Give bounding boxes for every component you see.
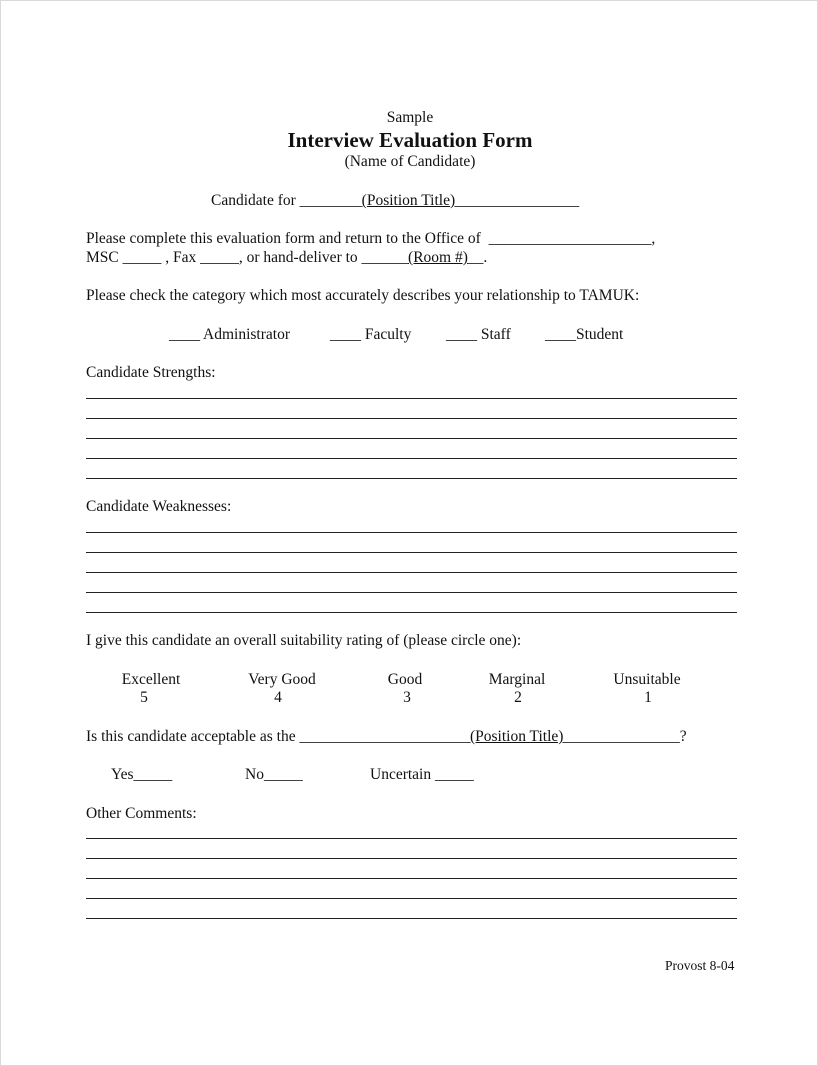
acceptable-blank-after[interactable]: _______________	[563, 728, 680, 745]
rating-label: Marginal	[488, 671, 546, 688]
decision-no[interactable]: No_____	[245, 766, 303, 783]
candidate-for-prefix: Candidate for	[211, 192, 300, 209]
candidate-name-label: (Name of Candidate)	[344, 153, 476, 170]
room-field[interactable]: (Room #)	[408, 249, 468, 266]
page-title: Interview Evaluation Form	[287, 128, 533, 152]
relationship-option-faculty[interactable]: ____ Faculty	[330, 326, 412, 343]
acceptable-line	[86, 728, 687, 746]
rating-value: 4	[274, 689, 282, 706]
writing-line[interactable]	[86, 532, 737, 533]
writing-line[interactable]	[86, 398, 737, 399]
acceptable-suffix: ?	[679, 728, 687, 745]
writing-line[interactable]	[86, 918, 737, 919]
strengths-lines[interactable]	[86, 398, 737, 498]
writing-line[interactable]	[86, 612, 737, 613]
rating-value: 2	[514, 689, 522, 706]
rating-prompt: I give this candidate an overall suitability rating of (please circle one):	[86, 632, 522, 649]
acceptable-prefix: Is this candidate acceptable as the	[86, 728, 300, 745]
room-blank-after: __.	[467, 249, 488, 266]
comments-lines[interactable]	[86, 838, 737, 938]
position-blank-after[interactable]: ________________	[455, 192, 580, 209]
writing-line[interactable]	[86, 478, 737, 479]
relationship-option-administrator[interactable]: ____ Administrator	[169, 326, 290, 343]
rating-label: Very Good	[248, 671, 316, 688]
writing-line[interactable]	[86, 438, 737, 439]
decision-yes[interactable]: Yes_____	[111, 766, 173, 783]
rating-option-excellent[interactable]	[111, 671, 191, 707]
position-blank-before[interactable]: ________	[299, 192, 362, 209]
rating-label: Good	[387, 671, 423, 688]
writing-line[interactable]	[86, 458, 737, 459]
rating-option-marginal[interactable]	[477, 671, 557, 707]
rating-option-unsuitable[interactable]	[599, 671, 695, 707]
writing-line[interactable]	[86, 552, 737, 553]
msc-fax-text: MSC _____ , Fax _____, or hand-deliver to	[86, 249, 362, 266]
rating-value: 5	[140, 689, 148, 706]
writing-line[interactable]	[86, 572, 737, 573]
rating-option-very-good[interactable]	[237, 671, 327, 707]
writing-line[interactable]	[86, 858, 737, 859]
decision-uncertain[interactable]: Uncertain _____	[370, 766, 474, 783]
acceptable-blank-before[interactable]: ______________________	[299, 728, 470, 745]
office-blank[interactable]: _____________________,	[488, 230, 656, 247]
weaknesses-label: Candidate Weaknesses:	[86, 498, 232, 515]
candidate-for-line	[211, 192, 579, 210]
writing-line[interactable]	[86, 898, 737, 899]
rating-label: Unsuitable	[613, 671, 681, 688]
instructions-line-1	[86, 230, 655, 248]
sample-label: Sample	[386, 109, 434, 126]
writing-line[interactable]	[86, 838, 737, 839]
relationship-option-staff[interactable]: ____ Staff	[446, 326, 511, 343]
room-blank-before[interactable]: ______	[361, 249, 409, 266]
rating-label: Excellent	[121, 671, 181, 688]
footer-code: Provost 8-04	[665, 958, 735, 973]
comments-label: Other Comments:	[86, 805, 197, 822]
writing-line[interactable]	[86, 878, 737, 879]
rating-option-good[interactable]	[375, 671, 435, 707]
writing-line[interactable]	[86, 418, 737, 419]
writing-line[interactable]	[86, 592, 737, 593]
relationship-option-student[interactable]: ____Student	[545, 326, 624, 343]
acceptable-position-field[interactable]: (Position Title)	[469, 728, 564, 745]
strengths-label: Candidate Strengths:	[86, 364, 216, 381]
rating-value: 3	[403, 689, 411, 706]
instructions-text: Please complete this evaluation form and return to the Office of	[86, 230, 485, 247]
instructions-line-2	[86, 249, 487, 267]
rating-value: 1	[644, 689, 652, 706]
relationship-prompt: Please check the category which most accurately describes your relationship to TAMUK:	[86, 287, 640, 304]
weaknesses-lines[interactable]	[86, 532, 737, 632]
position-title-field[interactable]: (Position Title)	[361, 192, 456, 209]
